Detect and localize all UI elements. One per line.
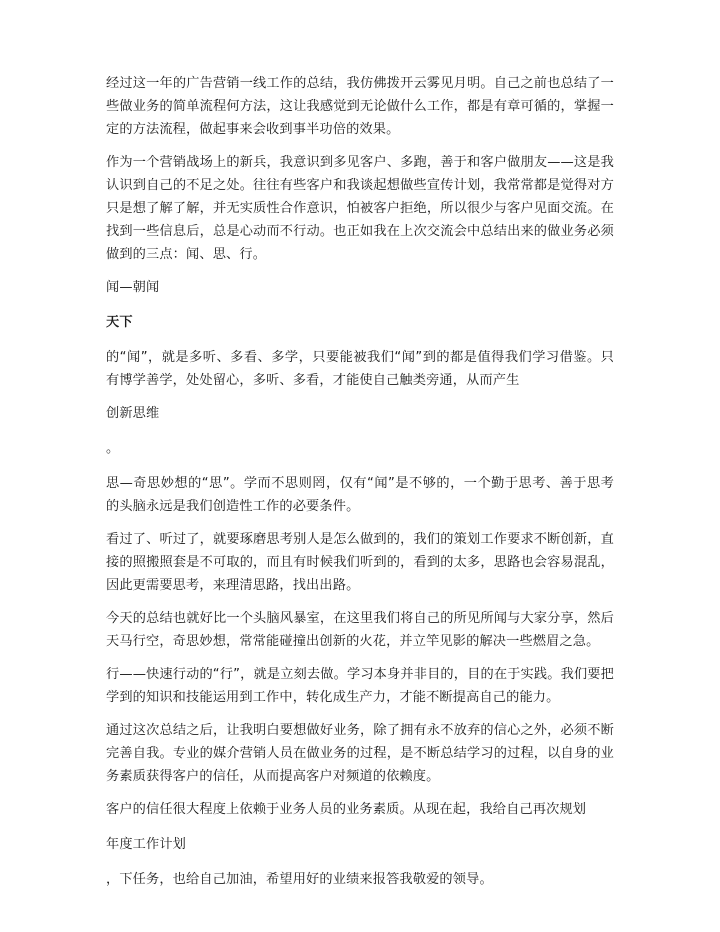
paragraph-self-reflection: 作为一个营销战场上的新兵，我意识到多见客户、多跑，善于和客户做朋友——这是我认识到自己的不足之处。往往有些客户和我谈起想做些宣传计划，我常常都是觉得对方只是想了解了解，并无实质性合作意识，怕被客户拒绝，所以很少与客户见面交流。在找到一些信息后，总是心动而不行动。也正如我在上次交流会中总结出来的做业务必须做到的三点：闻、思、行。 (106, 155, 614, 262)
paragraph-period: 。 (106, 441, 120, 456)
paragraph-closing: ，下任务，也给自己加油，希望用好的业绩来报答我敬爱的领导。 (106, 872, 493, 887)
paragraph-xing-body: 行——快速行动的“行”，就是立刻去做。学习本身并非目的，目的在于实践。我们要把学到的知识和技能运用到工作中，转化成生产力，才能不断提高自己的能力。 (106, 667, 614, 705)
paragraph-think-after-seeing: 看过了、听过了，就要琢磨思考别人是怎么做到的，我们的策划工作要求不断创新，直接的照搬照套是不可取的，而且有时候我们听到的，看到的太多，思路也会容易混乱，因此更需要思考，来理清思路，找出出路。 (106, 532, 614, 593)
paragraph-wen-heading: 闻—朝闻 (106, 280, 160, 295)
document-body (106, 72, 614, 901)
paragraph-innovative-thinking: 创新思维 (106, 406, 160, 421)
paragraph-si-body: 思—奇思妙想的“思”。学而不思则罔，仅有“闻”是不够的，一个勤于思考、善于思考的头脑永远是我们创造性工作的必要条件。 (106, 476, 614, 514)
paragraph-trust: 客户的信任很大程度上依赖于业务人员的业务素质。从现在起，我给自己再次规划 (106, 802, 587, 817)
paragraph-conclusion: 通过这次总结之后，让我明白要想做好业务，除了拥有永不放弃的信心之外，必须不断完善自我。专业的媒介营销人员在做业务的过程，是不断总结学习的过程，以自身的业务素质获得客户的信任，从而提高客户对频道的依赖度。 (106, 723, 614, 784)
paragraph-annual-plan: 年度工作计划 (106, 837, 187, 852)
paragraph-tianxia: 天下 (106, 315, 133, 330)
paragraph-summary-intro: 经过这一年的广告营销一线工作的总结，我仿佛拨开云雾见月明。自己之前也总结了一些做业务的简单流程何方法，这让我感觉到无论做什么工作，都是有章可循的，掌握一定的方法流程，做起事来会收到事半功倍的效果。 (106, 76, 614, 137)
paragraph-wen-body: 的“闻”，就是多听、多看、多学，只要能被我们“闻”到的都是值得我们学习借鉴。只有博学善学，处处留心，多听、多看，才能使自己触类旁通，从而产生 (106, 350, 614, 388)
paragraph-brainstorm: 今天的总结也就好比一个头脑风暴室，在这里我们将自己的所见所闻与大家分享，然后天马行空，奇思妙想，常常能碰撞出创新的火花，并立竿见影的解决一些燃眉之急。 (106, 611, 614, 649)
